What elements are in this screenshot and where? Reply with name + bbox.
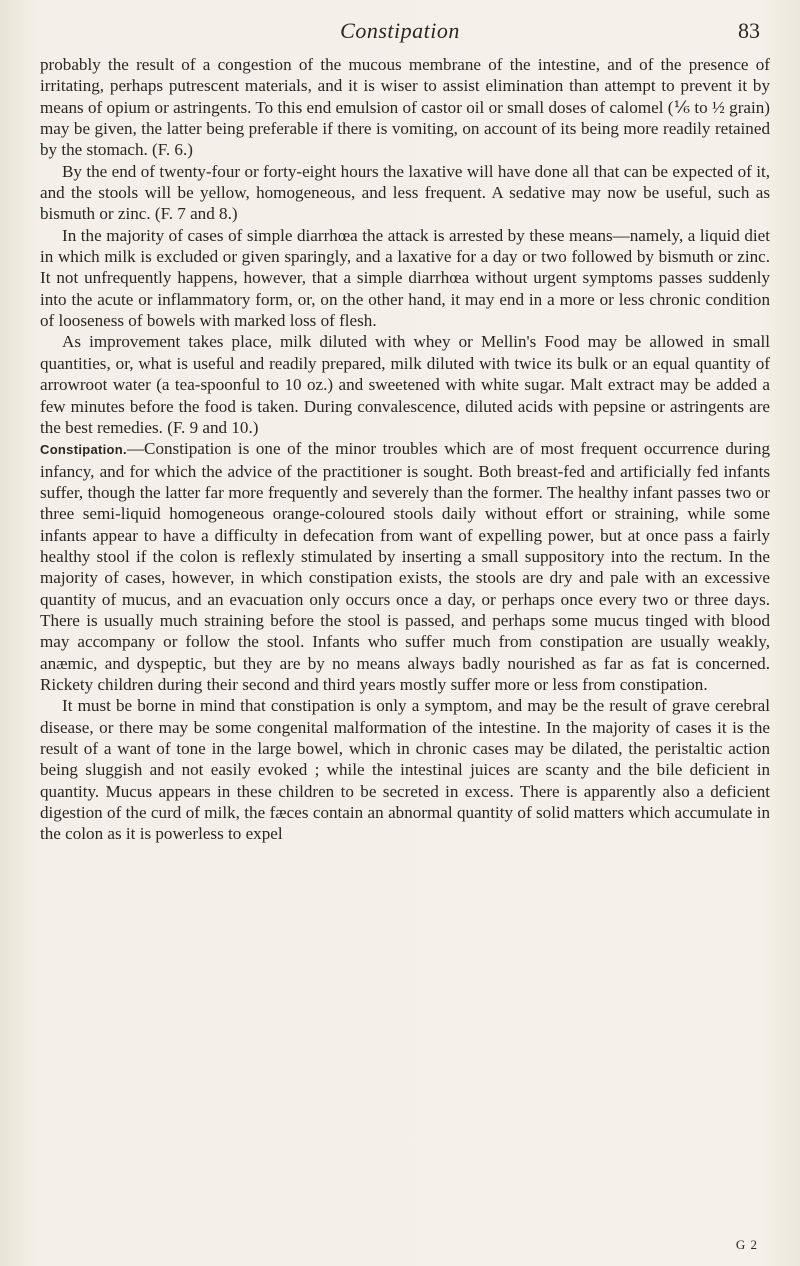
page-number: 83 [738,18,760,43]
section-heading: Constipation. [40,442,127,458]
running-title: Constipation [340,18,460,43]
paragraph [40,331,770,438]
paragraph [40,161,770,225]
paragraph-text: —Constipation is one of the minor troubles which are of most frequent occurrence during infancy, and for which the advice of the practitioner is sought. Both breast-fed and artificially fed infants suffer, though the latter far more frequently and severely than the former. The healthy infant passes two or three semi-liquid homogeneous orange-coloured stools daily without effort or straining, while some infants appear to have a difficulty in defecation from want of expelling power, but at once pass a fairly healthy stool if the colon is reflexly stimulated by inserting a small suppository into the rectum. In the majority of cases, however, in which constipation exists, the stools are dry and pale with an excessive quantity of mucus, and an evacuation only occurs once a day, or perhaps once every two or three days. There is usually much straining before the stool is passed, and perhaps some mucus tinged with blood may accompany or follow the stool. Infants who suffer much from constipation are usually weakly, anæmic, and dyspeptic, but they are by no means always badly nourished as far as fat is concerned. Rickety children during their second and third years mostly suffer more or less from constipation. [40,439,770,694]
page-header [0,12,800,52]
paragraph [40,695,770,844]
paragraph-text: As improvement takes place, milk diluted with whey or Mellin's Food may be allowed in small quantities, or, what is useful and readily prepared, milk diluted with twice its bulk or an equal quantity of arrowroot water (a tea-spoonful to 10 oz.) and sweetened with white sugar. Malt extract may be added a few minutes before the food is taken. During convalescence, diluted acids with pepsine or astringents are the best remedies. (F. 9 and 10.) [40,332,770,437]
paragraph-text: By the end of twenty-four or forty-eight hours the laxative will have done all that can be expected of it, and the stools will be yellow, homogeneous, and less frequent. A sedative may now be useful, such as bismuth or zinc. (F. 7 and 8.) [40,161,770,224]
signature-mark: G 2 [735,1237,758,1252]
body-text [40,54,770,845]
paragraph-text: It must be borne in mind that constipation is only a symptom, and may be the result of grave cerebral disease, or there may be some congenital malformation of the intestine. In the majority of cases it is the result of a want of tone in the large bowel, which in chronic cases may be dilated, the peristaltic action being sluggish and not easily evoked ; while the intestinal juices are scanty and the bile deficient in quantity. Mucus appears in these children to be secreted in excess. There is apparently also a deficient digestion of the curd of milk, the fæces contain an abnormal quantity of solid matters which accumulate in the colon as it is powerless to expel [40,696,770,844]
paragraph [40,54,770,161]
paragraph [40,438,770,695]
paragraph [40,225,770,332]
paragraph-text: In the majority of cases of simple diarrhœa the attack is arrested by these means—namely, a liquid diet in which milk is excluded or given sparingly, and a laxative for a day or two followed by bismuth or zinc. It not unfrequently happens, however, that a simple diarrhœa without urgent symptoms passes suddenly into the acute or inflammatory form, or, on the other hand, it may end in a more or less chronic condition of looseness of bowels with marked loss of flesh. [40,225,770,331]
paragraph-text: probably the result of a congestion of the mucous membrane of the intestine, and of the presence of irritating, perhaps putrescent materials, and it is wiser to assist elimination than attempt to prevent it by means of opium or astringents. To this end emulsion of castor oil or small doses of calomel (⅙ to ½ grain) may be given, the latter being preferable if there is vomiting, on account of its being more readily retained by the stomach. (F. 6.) [40,55,770,160]
